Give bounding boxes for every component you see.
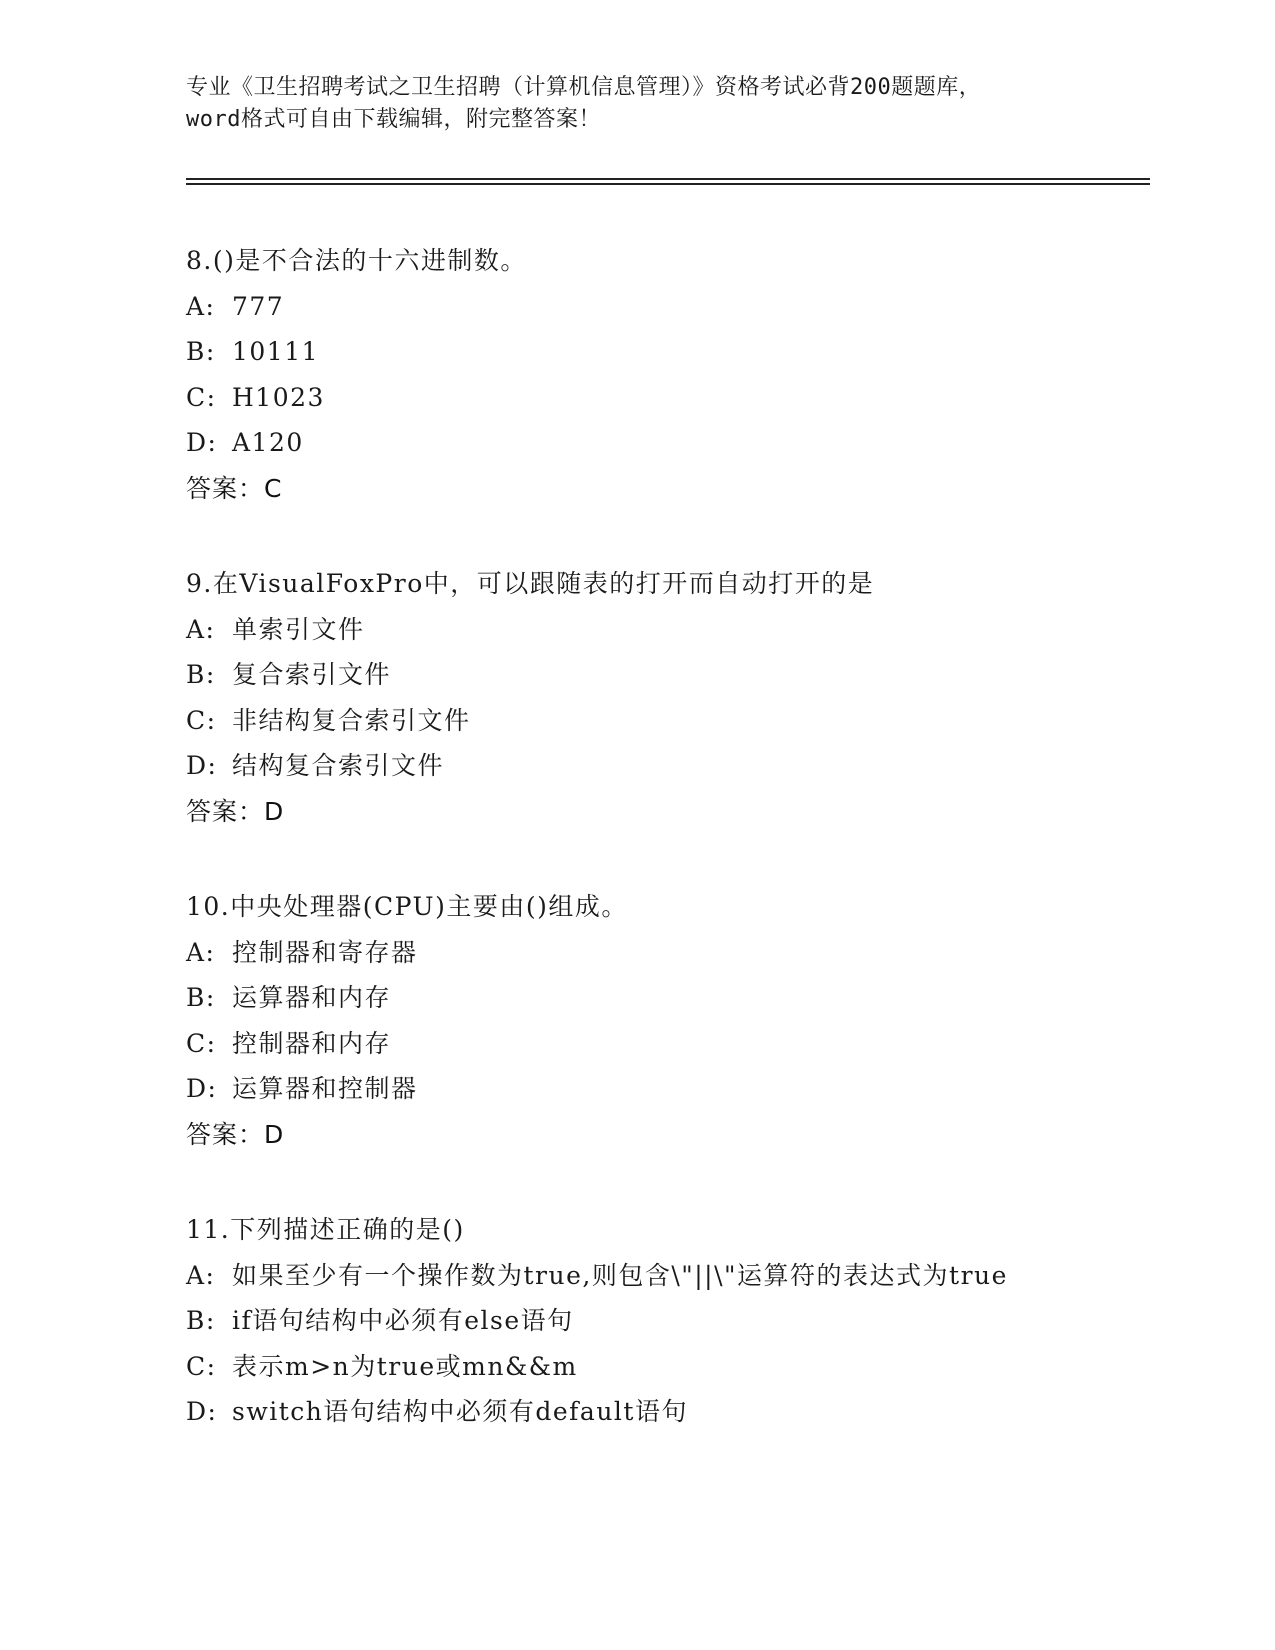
answer-line: 答案：C — [186, 473, 283, 503]
option-d — [186, 743, 1146, 789]
option-d — [186, 1389, 1146, 1435]
option-letter: B: — [186, 983, 216, 1012]
option-text: 复合索引文件 — [232, 660, 392, 689]
option-letter: C: — [186, 705, 217, 735]
answer-line: 答案：D — [186, 1119, 285, 1149]
header-line-2: word格式可自由下载编辑，附完整答案！ — [186, 107, 601, 132]
option-text: 表示m>n为true或mn&&m — [232, 1351, 578, 1381]
option-letter: C: — [186, 1351, 217, 1381]
header-divider-top — [186, 178, 1150, 180]
option-a — [186, 284, 1146, 330]
option-letter: D: — [186, 428, 218, 457]
question-stem: 8.()是不合法的十六进制数。 — [186, 246, 527, 275]
question-stem: 11.下列描述正确的是() — [186, 1215, 465, 1244]
option-letter: D: — [186, 1074, 218, 1103]
option-d — [186, 420, 1146, 466]
option-c — [186, 375, 1146, 421]
question-11 — [186, 1207, 1146, 1435]
option-letter: C: — [186, 1028, 217, 1058]
option-letter: A: — [186, 614, 216, 644]
option-text: A120 — [232, 428, 304, 457]
question-stem: 9.在VisualFoxPro中，可以跟随表的打开而自动打开的是 — [186, 569, 875, 598]
option-letter: C: — [186, 382, 217, 412]
option-text: if语句结构中必须有else语句 — [232, 1306, 574, 1335]
option-letter: A: — [186, 291, 216, 321]
option-b — [186, 329, 1146, 375]
option-a — [186, 1253, 1046, 1299]
question-10 — [186, 884, 1146, 1157]
option-text: 运算器和控制器 — [232, 1074, 418, 1103]
answer-line: 答案：D — [186, 796, 285, 826]
header-line-1: 专业《卫生招聘考试之卫生招聘（计算机信息管理）》资格考试必背200题题库， — [186, 75, 982, 100]
question-8 — [186, 238, 1146, 511]
option-b — [186, 975, 1146, 1021]
option-c — [186, 1021, 1146, 1067]
option-text: switch语句结构中必须有default语句 — [232, 1397, 688, 1426]
document-header — [186, 72, 1086, 136]
option-d — [186, 1066, 1146, 1112]
option-text: 777 — [232, 291, 285, 321]
option-text: 结构复合索引文件 — [232, 751, 445, 780]
question-list — [186, 238, 1146, 1485]
option-text: 单索引文件 — [232, 614, 365, 644]
option-letter: A: — [186, 1260, 216, 1290]
question-9 — [186, 561, 1146, 834]
option-text: 控制器和内存 — [232, 1028, 392, 1058]
option-letter: A: — [186, 937, 216, 967]
option-letter: D: — [186, 751, 218, 780]
option-a — [186, 930, 1146, 976]
option-text: 如果至少有一个操作数为true,则包含\"||\"运算符的表达式为true — [232, 1260, 1008, 1290]
option-letter: B: — [186, 337, 216, 366]
option-b — [186, 652, 1146, 698]
option-text: 控制器和寄存器 — [232, 937, 418, 967]
option-text: 运算器和内存 — [232, 983, 392, 1012]
option-text: H1023 — [232, 382, 325, 412]
option-b — [186, 1298, 1146, 1344]
header-divider-bottom — [186, 183, 1150, 185]
option-text: 10111 — [232, 337, 320, 366]
question-stem: 10.中央处理器(CPU)主要由()组成。 — [186, 892, 628, 921]
option-letter: D: — [186, 1397, 218, 1426]
option-c — [186, 698, 1146, 744]
option-a — [186, 607, 1146, 653]
option-letter: B: — [186, 1306, 216, 1335]
option-c — [186, 1344, 1146, 1390]
option-letter: B: — [186, 660, 216, 689]
option-text: 非结构复合索引文件 — [232, 705, 471, 735]
